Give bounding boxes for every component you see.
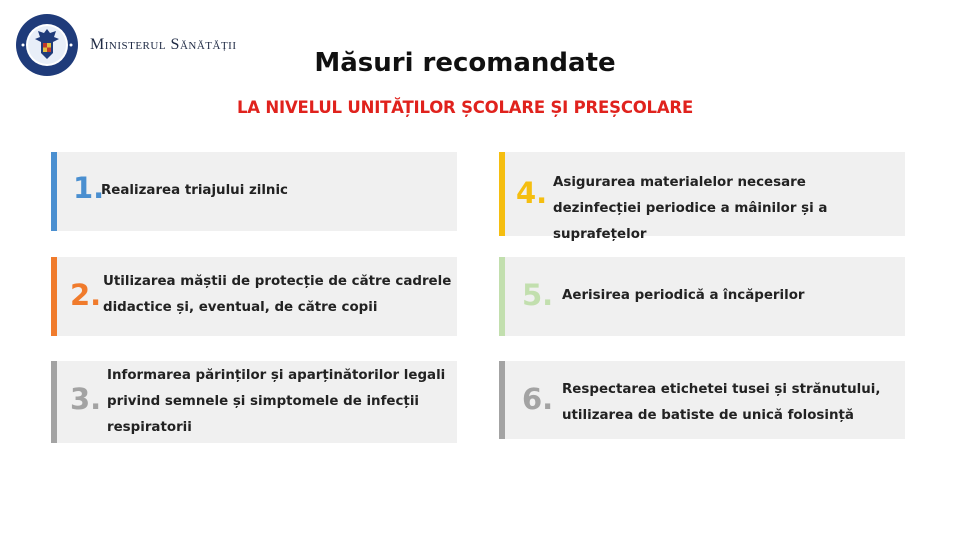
measure-text: Aerisirea periodică a încăperilor <box>562 288 805 303</box>
measure-number: 1. <box>73 171 105 205</box>
measure-number: 3. <box>70 382 102 416</box>
measure-card-5 <box>499 257 905 336</box>
measure-text: Respectarea etichetei tusei și strănutului, utilizarea de batiste de unică folosință <box>562 382 881 423</box>
measure-text: Asigurarea materialelor necesare dezinfecției periodice a mâinilor și a suprafețelor <box>553 175 828 242</box>
measure-text: Utilizarea măștii de protecție de către cadrele didactice și, eventual, de către copii <box>103 274 452 315</box>
page-subtitle: LA NIVELUL UNITĂȚILOR ȘCOLARE ȘI PREȘCOLARE <box>236 98 694 117</box>
page-title: Măsuri recomandate <box>314 48 616 78</box>
ministry-label: Ministerul Sănătății <box>90 36 237 53</box>
measure-number: 6. <box>522 382 554 416</box>
measure-card-1 <box>51 152 457 231</box>
measure-text: Informarea părinților și aparținătorilor legali privind semnele și simptomele de infecții respiratorii <box>107 368 446 435</box>
measure-text: Realizarea triajului zilnic <box>101 183 288 198</box>
measure-card-2 <box>51 257 457 336</box>
measure-card-6 <box>499 361 905 439</box>
measure-number: 4. <box>516 176 548 210</box>
measure-card-3 <box>51 361 457 443</box>
measure-number: 2. <box>70 278 102 312</box>
measure-number: 5. <box>522 278 554 312</box>
measure-card-4 <box>499 152 905 242</box>
